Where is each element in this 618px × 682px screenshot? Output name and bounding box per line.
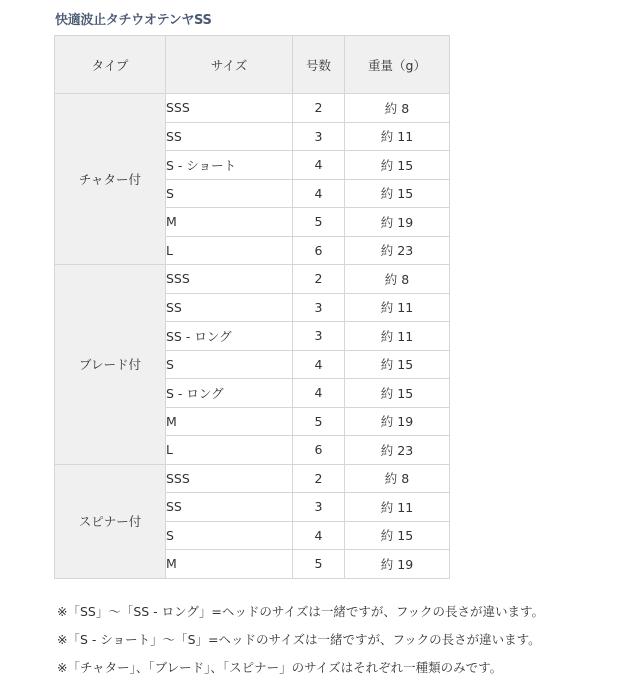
weight-cell: 約 19	[345, 550, 450, 579]
weight-cell: 約 23	[345, 236, 450, 265]
size-cell: SS - ロング	[166, 322, 293, 351]
size-cell: L	[166, 236, 293, 265]
note-1: ※「SS」～「SS - ロング」=ヘッドのサイズは一緒ですが、フックの長さが違います。	[57, 604, 545, 619]
size-cell: M	[166, 208, 293, 237]
notes	[57, 598, 544, 682]
number-cell: 5	[293, 208, 345, 237]
size-cell: SS	[166, 293, 293, 322]
number-cell: 2	[293, 265, 345, 294]
page-title: 快適波止タチウオテンヤSS	[55, 13, 212, 28]
size-cell: S - ショート	[166, 151, 293, 180]
weight-cell: 約 19	[345, 407, 450, 436]
number-cell: 4	[293, 151, 345, 180]
number-cell: 3	[293, 322, 345, 351]
spec-table	[54, 35, 450, 579]
weight-cell: 約 11	[345, 322, 450, 351]
size-cell: M	[166, 407, 293, 436]
weight-cell: 約 15	[345, 350, 450, 379]
number-cell: 4	[293, 379, 345, 408]
note-3: ※「チャター」、「ブレード」、「スピナー」のサイズはそれぞれ一種類のみです。	[57, 660, 503, 675]
size-cell: S	[166, 179, 293, 208]
header-weight: 重量（g）	[345, 36, 450, 94]
header-type: タイプ	[55, 36, 166, 94]
number-cell: 4	[293, 521, 345, 550]
number-cell: 5	[293, 407, 345, 436]
size-cell: SS	[166, 122, 293, 151]
table-row	[55, 464, 450, 493]
number-cell: 2	[293, 94, 345, 123]
number-cell: 2	[293, 464, 345, 493]
weight-cell: 約 8	[345, 464, 450, 493]
weight-cell: 約 11	[345, 122, 450, 151]
number-cell: 5	[293, 550, 345, 579]
number-cell: 4	[293, 179, 345, 208]
size-cell: L	[166, 436, 293, 465]
size-cell: S	[166, 521, 293, 550]
type-cell: スピナー付	[55, 464, 166, 578]
size-cell: M	[166, 550, 293, 579]
note-2: ※「S - ショート」～「S」=ヘッドのサイズは一緒ですが、フックの長さが違います。	[57, 632, 541, 647]
weight-cell: 約 15	[345, 379, 450, 408]
header-size: サイズ	[166, 36, 293, 94]
weight-cell: 約 11	[345, 293, 450, 322]
number-cell: 3	[293, 122, 345, 151]
weight-cell: 約 15	[345, 521, 450, 550]
size-cell: S - ロング	[166, 379, 293, 408]
type-cell: チャター付	[55, 94, 166, 265]
weight-cell: 約 15	[345, 179, 450, 208]
number-cell: 3	[293, 293, 345, 322]
weight-cell: 約 15	[345, 151, 450, 180]
type-cell: ブレード付	[55, 265, 166, 465]
number-cell: 6	[293, 436, 345, 465]
weight-cell: 約 19	[345, 208, 450, 237]
size-cell: SSS	[166, 464, 293, 493]
size-cell: SSS	[166, 94, 293, 123]
header-number: 号数	[293, 36, 345, 94]
table-row	[55, 94, 450, 123]
size-cell: SSS	[166, 265, 293, 294]
weight-cell: 約 11	[345, 493, 450, 522]
size-cell: S	[166, 350, 293, 379]
weight-cell: 約 8	[345, 265, 450, 294]
weight-cell: 約 8	[345, 94, 450, 123]
table-header-row	[55, 36, 450, 94]
number-cell: 4	[293, 350, 345, 379]
number-cell: 3	[293, 493, 345, 522]
number-cell: 6	[293, 236, 345, 265]
weight-cell: 約 23	[345, 436, 450, 465]
table-row	[55, 265, 450, 294]
table-body	[55, 94, 450, 579]
size-cell: SS	[166, 493, 293, 522]
